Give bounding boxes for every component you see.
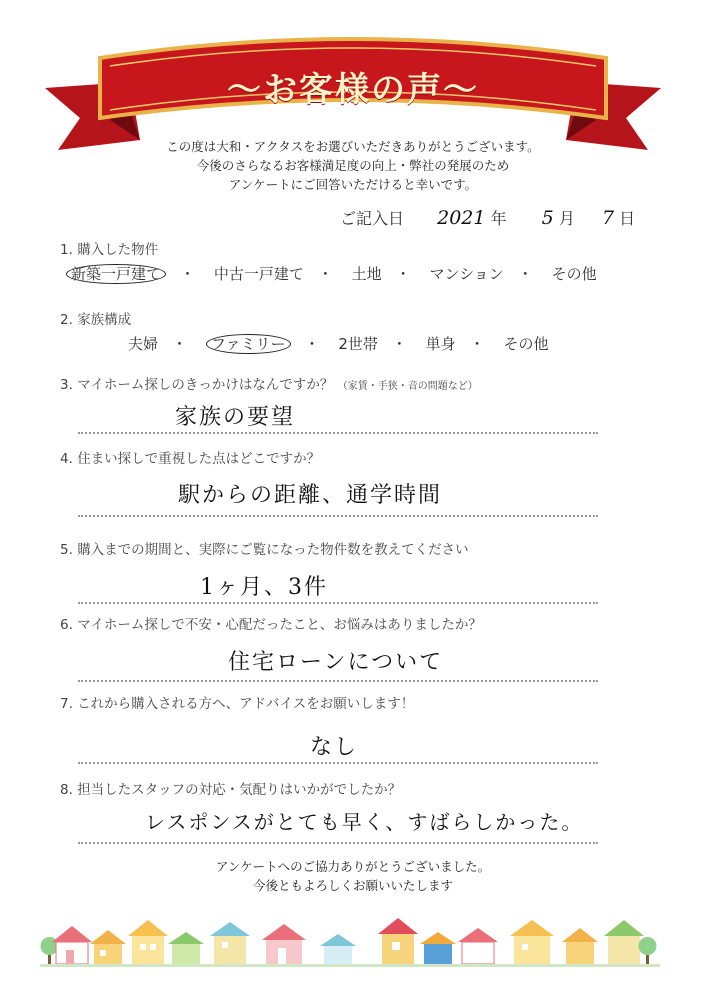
question-number: 6. (60, 617, 73, 633)
intro-text (0, 137, 706, 194)
date-month: 5 (541, 207, 554, 229)
answer-line (78, 762, 598, 764)
question-text: マイホーム探しで不安・心配だったこと、お悩みはありましたか？ (77, 617, 482, 633)
intro-line: 今後のさらなるお客様満足度の向上・弊社の発展のため (196, 158, 510, 173)
intro-line: アンケートにご回答いただけると幸いです。 (228, 177, 478, 192)
question-4 (60, 447, 320, 467)
question-text: 家族構成 (77, 312, 132, 328)
answer-5: 1ヶ月、3件 (200, 575, 328, 600)
house-icon (420, 932, 456, 964)
question-number: 1. (60, 242, 73, 258)
question-number: 5. (60, 542, 73, 558)
house-icon (562, 928, 598, 964)
question-1 (60, 238, 158, 258)
date-row (340, 206, 635, 229)
question-2 (60, 308, 131, 328)
house-icon (320, 934, 356, 964)
house-icon (378, 918, 418, 964)
question-text: マイホーム探しのきっかけはなんですか？ (77, 377, 334, 393)
houses-illustration (0, 908, 706, 978)
answer-line (78, 842, 598, 844)
option-selected[interactable]: 新築一戸建て (66, 264, 166, 284)
question-6 (60, 613, 482, 633)
answer-8: レスポンスがとても早く、すばらしかった。 (145, 810, 584, 834)
thanks-text (0, 857, 706, 895)
answer-line (78, 515, 598, 517)
question-number: 8. (60, 782, 73, 798)
question-8 (60, 778, 401, 798)
house-icon (168, 932, 204, 964)
option[interactable]: 2世帯 (338, 335, 378, 353)
option[interactable]: その他 (551, 265, 597, 283)
option-selected[interactable]: ファミリー (206, 334, 291, 354)
house-icon (510, 920, 554, 964)
answer-6: 住宅ローンについて (228, 650, 444, 675)
date-year-unit: 年 (490, 209, 507, 228)
option[interactable]: 単身 (425, 335, 456, 353)
date-year: 2021 (437, 207, 486, 229)
options-family: 夫婦 ・ ファミリー ・ 2世帯 ・ 単身 ・ その他 (128, 335, 549, 353)
question-text: これから購入される方へ、アドバイスをお願いします！ (77, 696, 415, 712)
answer-3: 家族の要望 (175, 405, 296, 430)
question-text: 購入までの期間と、実際にご覧になった物件数を教えてください (77, 542, 469, 558)
date-day-unit: 日 (619, 209, 636, 228)
house-icon (458, 928, 498, 964)
question-number: 7. (60, 696, 73, 712)
option[interactable]: その他 (503, 335, 549, 353)
option[interactable]: マンション (429, 265, 504, 283)
answer-line (78, 680, 598, 682)
house-icon (210, 922, 250, 964)
intro-line: この度は大和・アクタスをお選びいただきありがとうございます。 (166, 139, 540, 154)
ground-line (40, 964, 660, 967)
question-text: 購入した物件 (77, 242, 159, 258)
question-number: 4. (60, 451, 73, 467)
question-text: 住まい探しで重視した点はどこですか？ (77, 451, 321, 467)
question-7 (60, 692, 414, 712)
question-text: 担当したスタッフの対応・気配りはいかがでしたか？ (77, 782, 402, 798)
option[interactable]: 土地 (351, 265, 382, 283)
answer-line (78, 602, 598, 604)
tree-icon (639, 937, 657, 964)
thanks-line: アンケートへのご協力ありがとうございました。 (215, 859, 491, 874)
house-icon (128, 920, 168, 964)
date-label: ご記入日 (340, 209, 405, 228)
question-number: 2. (60, 312, 73, 328)
house-icon (90, 930, 126, 964)
page-title: ～お客様の声～ (227, 70, 479, 110)
answer-line (78, 432, 598, 434)
question-3 (60, 373, 478, 393)
house-icon (262, 924, 306, 964)
thanks-line: 今後ともよろしくお願いいたします (252, 878, 453, 893)
options-property-type: 新築一戸建て ・ 中古一戸建て ・ 土地 ・ マンション ・ その他 (66, 263, 611, 284)
house-icon (52, 926, 92, 964)
question-note: （家賃・手狭・音の問題など） (337, 381, 478, 392)
question-number: 3. (60, 377, 73, 393)
answer-7: なし (310, 735, 359, 760)
option[interactable]: 夫婦 (128, 335, 159, 353)
house-icon (604, 920, 644, 964)
date-month-unit: 月 (558, 209, 575, 228)
date-day: 7 (601, 207, 615, 229)
house-row-graphic (0, 908, 706, 978)
question-5 (60, 538, 469, 558)
option[interactable]: 中古一戸建て (213, 265, 304, 283)
answer-4: 駅からの距離、通学時間 (178, 483, 443, 508)
